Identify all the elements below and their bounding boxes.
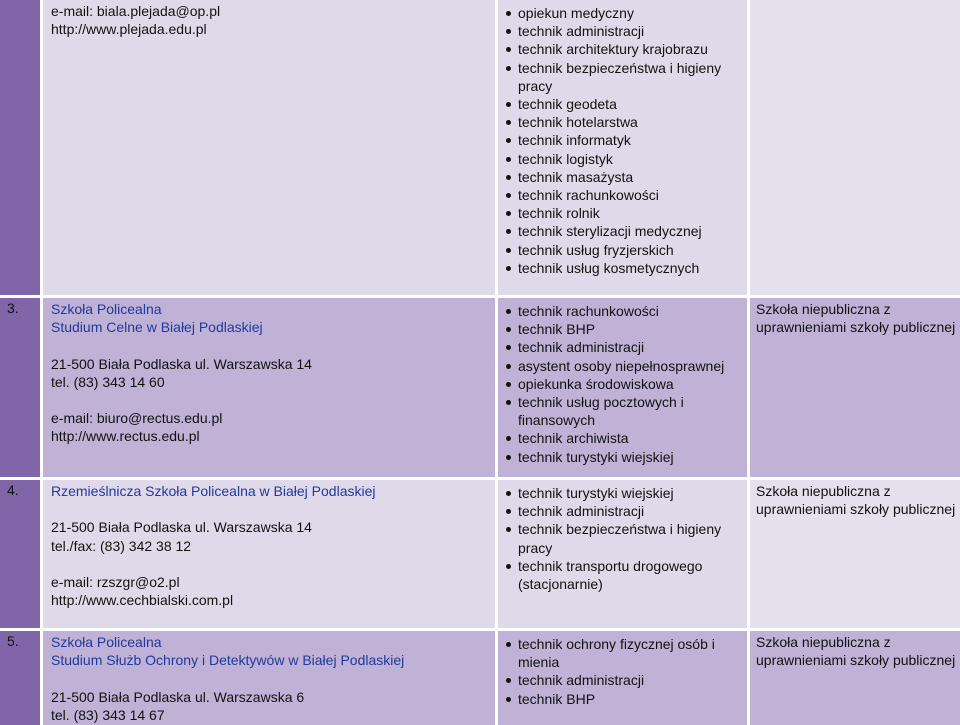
school-website: http://www.rectus.edu.pl: [51, 428, 200, 445]
row-3-professions-list: [506, 302, 741, 466]
school-phone: tel./fax: (83) 342 38 12: [51, 537, 192, 554]
profession-item: technik geodeta: [506, 95, 741, 113]
row-0-status-cell: [750, 0, 960, 295]
row-5-professions-cell: [498, 631, 747, 725]
row-3-status-cell: [750, 298, 960, 477]
row-number: 4.: [7, 482, 19, 498]
profession-item: technik administracji: [506, 502, 741, 520]
profession-item: technik architektury krajobrazu: [506, 40, 741, 58]
profession-item: technik logistyk: [506, 150, 741, 168]
school-website: http://www.cechbialski.com.pl: [51, 592, 234, 609]
profession-item: technik rachunkowości: [506, 302, 741, 320]
school-address: 21-500 Biała Podlaska ul. Warszawska 14: [51, 519, 312, 536]
row-0-professions-list: [506, 4, 741, 277]
row-0-number-cell: [0, 0, 40, 295]
row-5-school-cell: [43, 631, 495, 725]
profession-item: technik administracji: [506, 22, 741, 40]
profession-item: technik bezpieczeństwa i higieny pracy: [506, 520, 741, 556]
row-3-school-cell: [43, 298, 495, 477]
school-name-subtitle: Studium Celne w Białej Podlaskiej: [51, 319, 263, 336]
school-name: Szkoła Policealna: [51, 634, 162, 650]
school-email: e-mail: rzszgr@o2.pl: [51, 573, 180, 590]
profession-item: technik usług pocztowych i finansowych: [506, 393, 741, 429]
row-3-professions-cell: [498, 298, 747, 477]
row-5-professions-list: [506, 635, 741, 708]
school-phone: tel. (83) 343 14 67: [51, 706, 165, 723]
row-0-school-cell: [43, 0, 495, 295]
row-4-number-cell: [0, 480, 40, 628]
row-0-professions-cell: [498, 0, 747, 295]
profession-item: technik hotelarstwa: [506, 113, 741, 131]
school-address: 21-500 Biała Podlaska ul. Warszawska 14: [51, 355, 312, 372]
row-3-number-cell: [0, 298, 40, 477]
profession-item: technik sterylizacji medycznej: [506, 222, 741, 240]
row-4-professions-cell: [498, 480, 747, 628]
row-number: 5.: [7, 633, 19, 649]
profession-item: asystent osoby niepełnosprawnej: [506, 357, 741, 375]
profession-item: technik ochrony fizycznej osób i mienia: [506, 635, 741, 671]
school-email: e-mail: biuro@rectus.edu.pl: [51, 410, 223, 427]
school-address: 21-500 Biała Podlaska ul. Warszawska 6: [51, 688, 305, 705]
profession-item: technik BHP: [506, 690, 741, 708]
row-5-status-cell: [750, 631, 960, 725]
school-status: Szkoła niepubliczna z uprawnieniami szkoły publicznej: [756, 634, 956, 669]
profession-item: opiekunka środowiskowa: [506, 375, 741, 393]
row-5-number-cell: [0, 631, 40, 725]
profession-item: technik turystyki wiejskiej: [506, 484, 741, 502]
school-name: Szkoła Policealna: [51, 301, 162, 317]
profession-item: technik informatyk: [506, 131, 741, 149]
profession-item: technik administracji: [506, 338, 741, 356]
school-status: Szkoła niepubliczna z uprawnieniami szkoły publicznej: [756, 483, 956, 518]
row-number: 3.: [7, 300, 19, 316]
row-4-professions-list: [506, 484, 741, 593]
school-status: Szkoła niepubliczna z uprawnieniami szkoły publicznej: [756, 301, 956, 336]
school-name: Rzemieślnicza Szkoła Policealna w Białej Podlaskiej: [51, 483, 376, 499]
profession-item: technik turystyki wiejskiej: [506, 448, 741, 466]
profession-item: technik BHP: [506, 320, 741, 338]
row-0-school-line: http://www.plejada.edu.pl: [51, 21, 207, 38]
profession-item: technik masażysta: [506, 168, 741, 186]
profession-item: technik administracji: [506, 671, 741, 689]
row-0-school-line: e-mail: biala.plejada@op.pl: [51, 3, 221, 19]
row-4-school-cell: [43, 480, 495, 628]
profession-item: technik usług fryzjerskich: [506, 241, 741, 259]
profession-item: opiekun medyczny: [506, 4, 741, 22]
profession-item: technik transportu drogowego (stacjonarnie): [506, 557, 741, 593]
profession-item: technik rachunkowości: [506, 186, 741, 204]
profession-item: technik bezpieczeństwa i higieny pracy: [506, 59, 741, 95]
school-phone: tel. (83) 343 14 60: [51, 373, 165, 390]
school-name-subtitle: Studium Służb Ochrony i Detektywów w Białej Podlaskiej: [51, 652, 405, 669]
profession-item: technik archiwista: [506, 429, 741, 447]
row-4-status-cell: [750, 480, 960, 628]
profession-item: technik rolnik: [506, 204, 741, 222]
profession-item: technik usług kosmetycznych: [506, 259, 741, 277]
